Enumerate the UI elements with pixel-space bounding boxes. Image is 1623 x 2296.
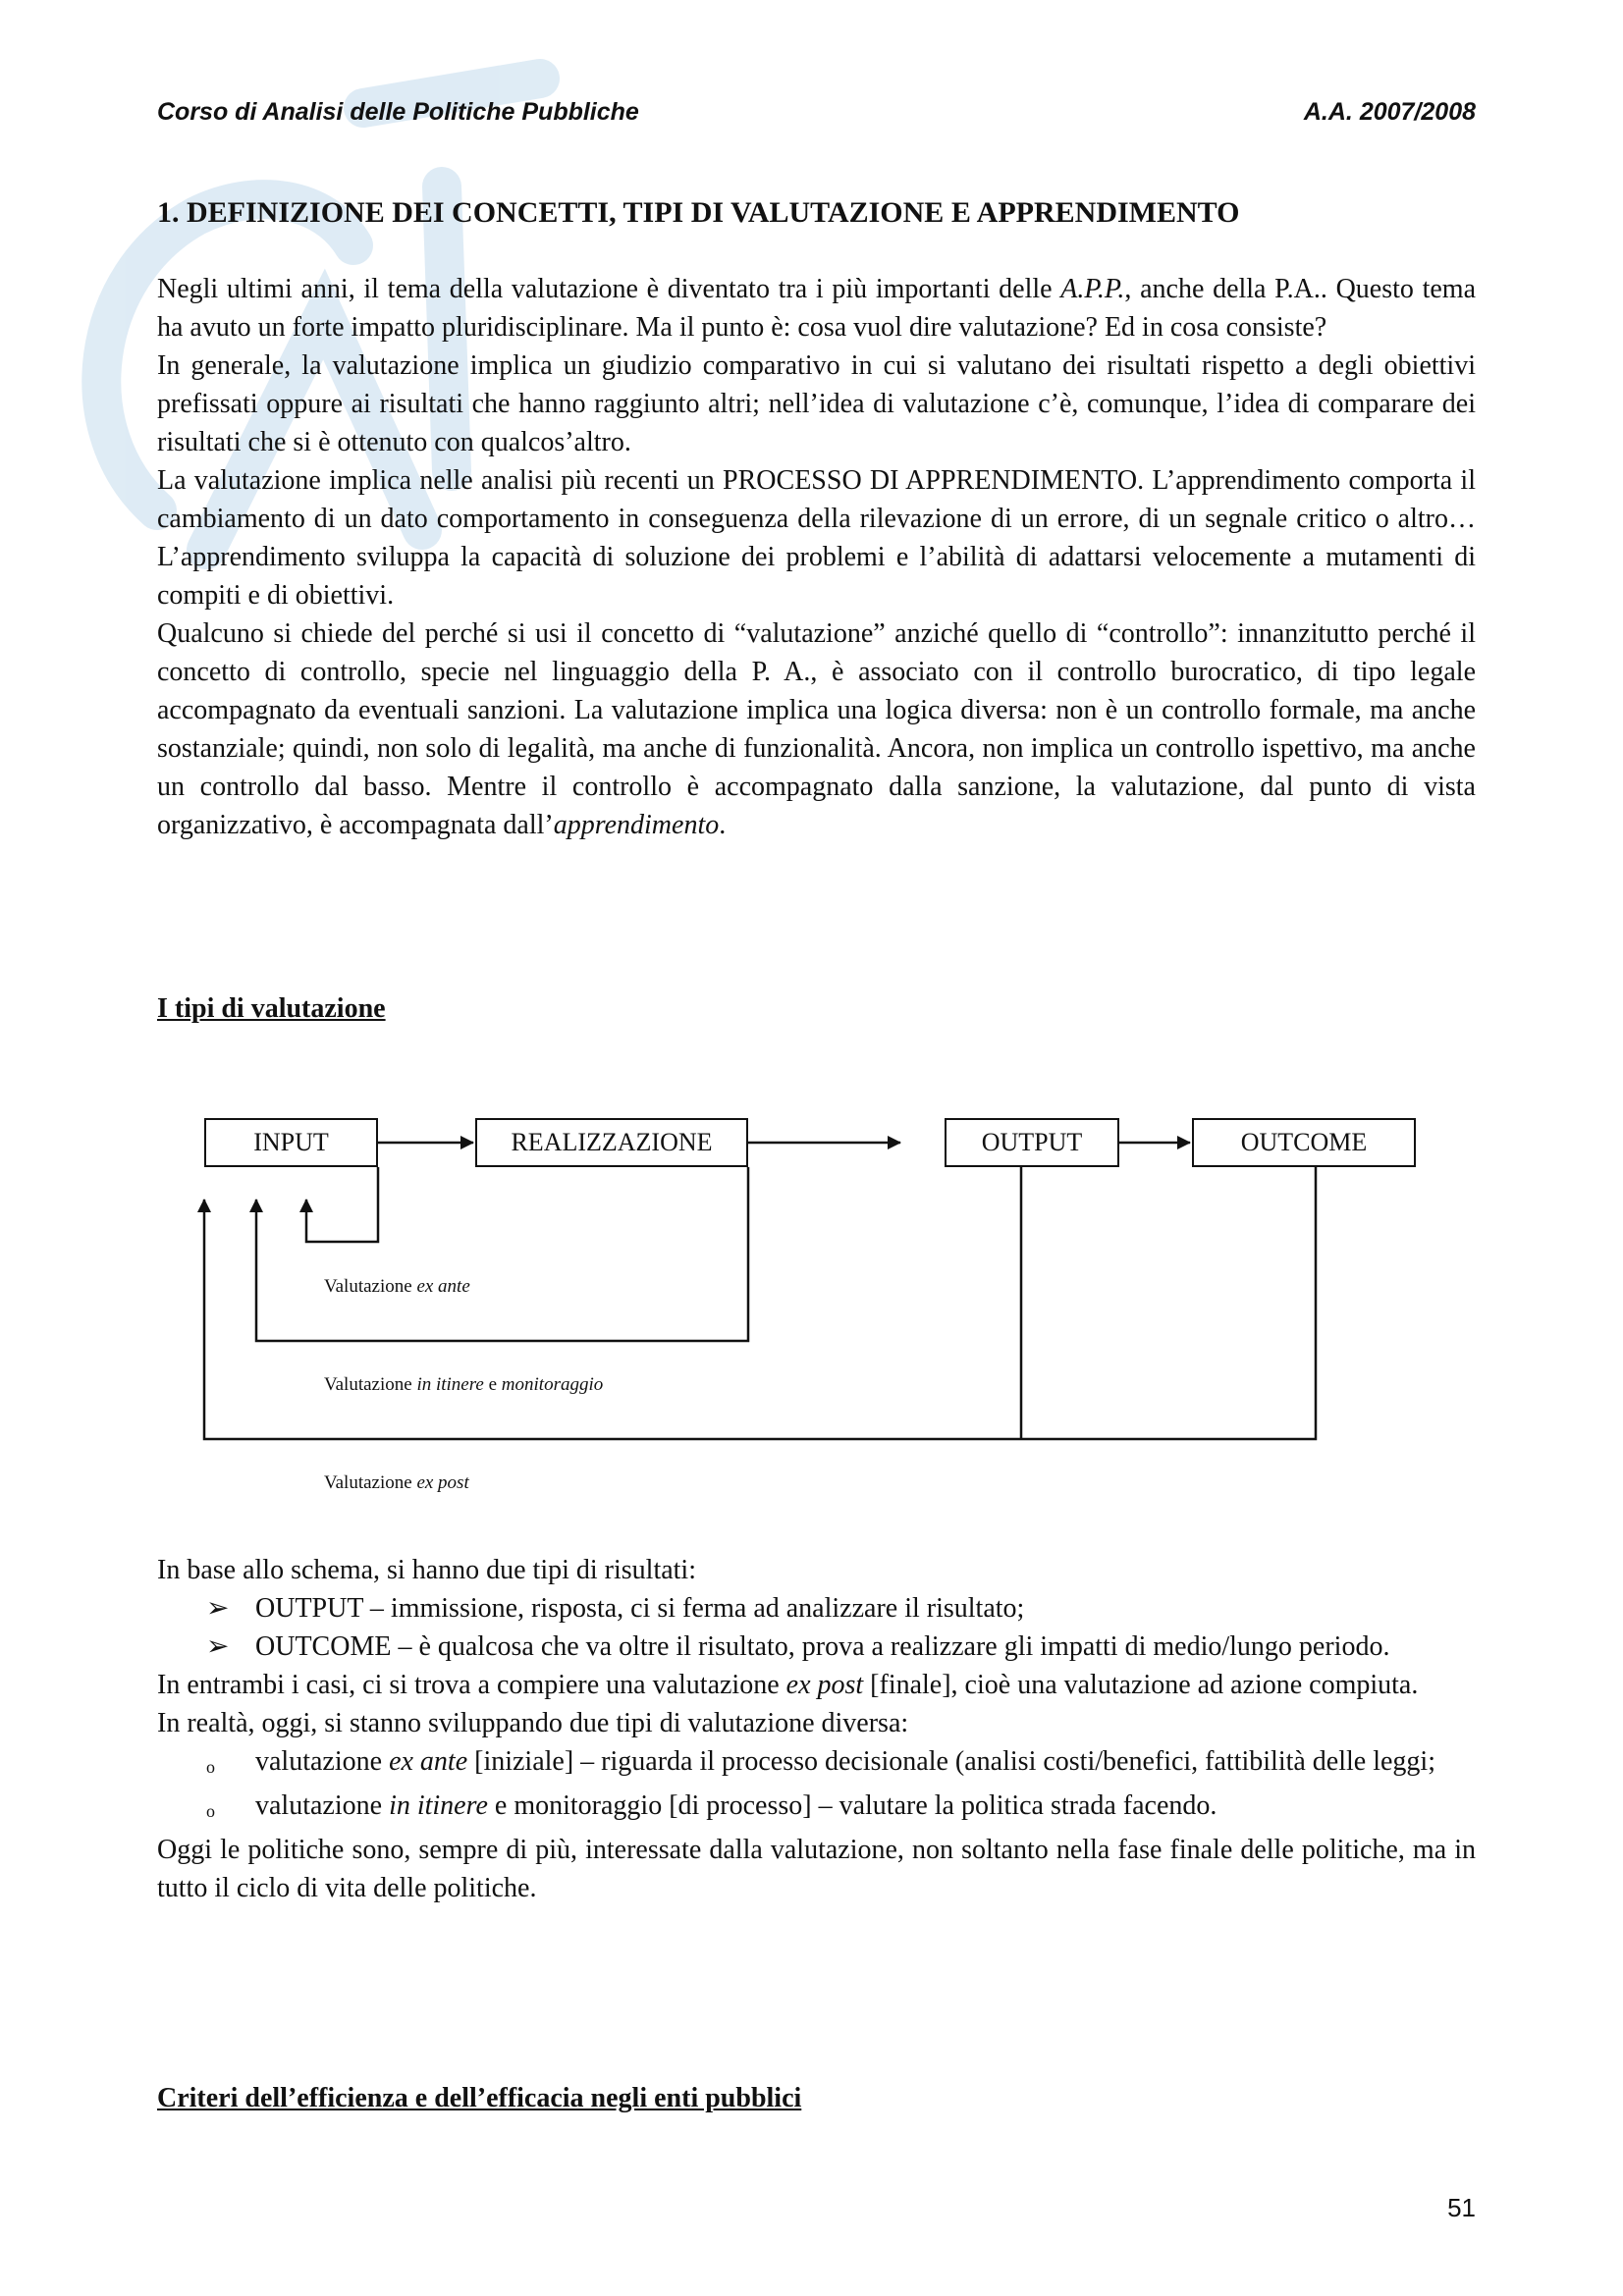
list-item: ➢ OUTCOME – è qualcosa che va oltre il risultato, prova a realizzare gli impatti di medio/lungo periodo.: [157, 1628, 1476, 1666]
diagram-box-input: INPUT: [204, 1118, 378, 1167]
diagram-label-ex-ante: Valutazione ex ante: [324, 1276, 470, 1297]
header-course-title: Corso di Analisi delle Politiche Pubbliche: [157, 98, 639, 126]
list-item: o valutazione ex ante [iniziale] – riguarda il processo decisionale (analisi costi/benefici, fattibilità delle leggi;: [157, 1742, 1476, 1787]
diagram-box-realizzazione: REALIZZAZIONE: [475, 1118, 748, 1167]
paragraph: Oggi le politiche sono, sempre di più, interessate dalla valutazione, non soltanto nella fase finale delle politiche, ma in tutto il ciclo di vita delle politiche.: [157, 1835, 1476, 1903]
header-academic-year: A.A. 2007/2008: [1303, 98, 1476, 126]
circle-bullet-icon: o: [206, 1757, 215, 1777]
diagram-box-outcome: OUTCOME: [1192, 1118, 1416, 1167]
diagram-box-output: OUTPUT: [945, 1118, 1119, 1167]
paragraph: La valutazione implica nelle analisi più recenti un PROCESSO DI APPRENDIMENTO. L’apprendimento comporta il cambiamento di un dato comportamento in conseguenza della rilevazione di un errore, di un segnale critico o altro…L’apprendimento sviluppa la capacità di soluzione dei problemi e l’abilità di adattarsi velocemente a mutamenti di compiti e di obiettivi.: [157, 465, 1476, 611]
list-item: ➢ OUTPUT – immissione, risposta, ci si ferma ad analizzare il risultato;: [157, 1589, 1476, 1628]
paragraph: Qualcuno si chiede del perché si usi il concetto di “valutazione” anziché quello di “controllo”: innanzitutto perché il concetto di controllo, specie nel linguaggio della P. A., è associato con il controllo burocratico, di tipo legale accompagnato da eventuali sanzioni. La valutazione implica una logica diversa: non è un controllo formale, ma anche sostanziale; quindi, non solo di legalità, ma anche di funzionalità. Ancora, non implica un controllo ispettivo, ma anche un controllo dal basso. Mentre il controllo è accompagnato dalla sanzione, la valutazione, dal punto di vista organizzativo, è accompagnata dall’apprendimento.: [157, 618, 1476, 840]
circle-bullet-icon: o: [206, 1801, 215, 1821]
paragraph: In base allo schema, si hanno due tipi di risultati:: [157, 1555, 696, 1585]
list-item: o valutazione in itinere e monitoraggio [di processo] – valutare la politica strada facendo.: [157, 1787, 1476, 1831]
section-title: 1. DEFINIZIONE DEI CONCETTI, TIPI DI VALUTAZIONE E APPRENDIMENTO: [157, 196, 1240, 229]
results-text: [157, 1551, 1476, 1907]
paragraph: In realtà, oggi, si stanno sviluppando due tipi di valutazione diversa:: [157, 1708, 909, 1738]
paragraph: Negli ultimi anni, il tema della valutazione è diventato tra i più importanti delle A.P.P., anche della P.A.. Questo tema ha avuto un forte impatto pluridisciplinare. Ma il punto è: cosa vuol dire valutazione? Ed in cosa consiste?: [157, 274, 1477, 343]
diagram-label-in-itinere: Valutazione in itinere e monitoraggio: [324, 1374, 604, 1395]
paragraph: In entrambi i casi, ci si trova a compiere una valutazione ex post [finale], cioè una valutazione ad azione compiuta.: [157, 1670, 1419, 1700]
subheading-tipi-valutazione: I tipi di valutazione: [157, 993, 386, 1024]
diagram-label-ex-post: Valutazione ex post: [324, 1472, 469, 1493]
arrow-bullet-icon: ➢: [206, 1631, 230, 1662]
page-number: 51: [1447, 2193, 1476, 2222]
subheading-criteri: Criteri dell’efficienza e dell’efficacia negli enti pubblici: [157, 2083, 802, 2113]
paragraph: In generale, la valutazione implica un giudizio comparativo in cui si valutano dei risultati rispetto a degli obiettivi prefissati oppure ai risultati che hanno raggiunto altri; nell’idea di valutazione c’è, comunque, l’idea di comparare dei risultati che si è ottenuto con qualcos’altro.: [157, 350, 1476, 457]
arrow-bullet-icon: ➢: [206, 1593, 230, 1624]
